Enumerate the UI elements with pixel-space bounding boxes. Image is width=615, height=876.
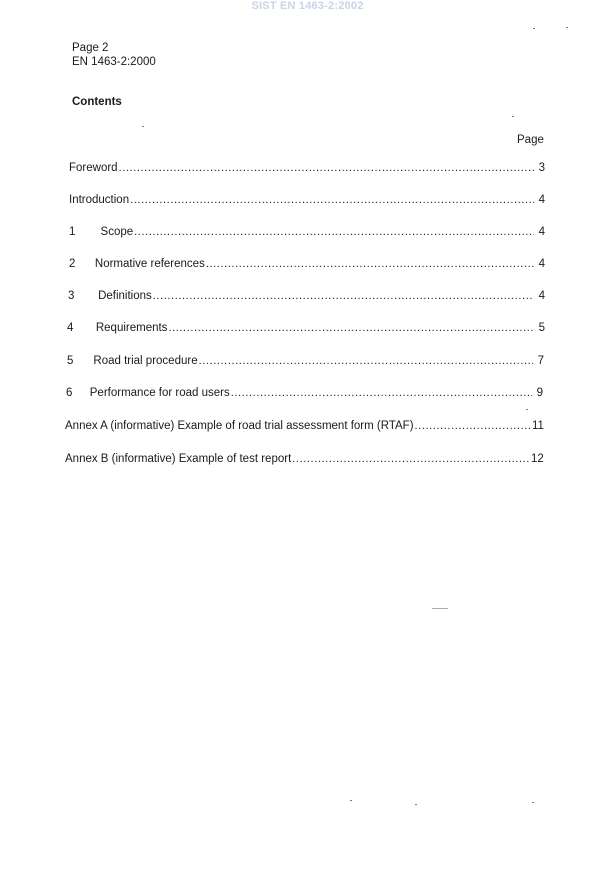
toc-entry-annex-b [65,452,544,466]
toc-leader-dots [168,321,534,335]
toc-entry-title: Normative references [94,258,205,270]
toc-entry-number: 4 [67,322,74,334]
toc-entry-page: 5 [538,322,545,334]
toc-entry-road-trial-procedure [67,354,544,368]
document-id: EN 1463-2:2000 [72,56,156,68]
toc-entry-page: 4 [538,258,545,270]
scan-speck [415,804,417,805]
toc-entry-title: Scope [100,226,134,238]
toc-entry-title: Foreword [69,162,118,174]
toc-leader-dots [231,386,532,400]
toc-leader-dots [199,354,533,368]
scan-speck [566,27,568,28]
scan-speck [350,800,352,801]
toc-leader-dots [415,419,531,433]
toc-entry-number: 5 [67,355,74,367]
page-number-label: Page 2 [72,42,109,54]
toc-entry-number: 1 [69,226,76,238]
toc-entry-number: 2 [69,258,76,270]
toc-entry-page: 7 [537,355,544,367]
scan-speck [432,608,448,609]
watermark: SIST EN 1463-2:2002 [251,0,364,12]
contents-heading: Contents [72,96,122,108]
scan-speck [533,28,535,29]
toc-entry-title: Performance for road users [89,387,230,399]
toc-entry-page: 11 [532,420,544,432]
toc-entry-page: 12 [531,453,544,465]
toc-entry-requirements [67,321,545,335]
page-column-label: Page [517,134,544,146]
scan-speck [526,409,528,410]
toc-entry-foreword [69,161,545,175]
toc-entry-definitions [68,289,545,303]
toc-leader-dots [134,225,534,239]
toc-entry-page: 9 [536,387,543,399]
toc-entry-title: Requirements [95,322,168,334]
scan-speck [142,126,144,127]
toc-entry-title: Road trial procedure [93,355,198,367]
toc-entry-annex-a [65,419,542,433]
scan-speck [532,802,534,803]
toc-leader-dots [206,257,534,271]
toc-entry-title: Annex A (informative) Example of road trial assessment form (RTAF) [65,420,414,432]
toc-entry-title: Introduction [69,194,130,206]
toc-leader-dots [119,161,534,175]
toc-entry-performance-road-users [66,386,543,400]
toc-leader-dots [292,452,530,466]
toc-entry-title: Annex B (informative) Example of test report [65,453,292,465]
toc-entry-page: 4 [538,226,545,238]
toc-leader-dots [130,193,534,207]
toc-entry-normative-references [69,257,545,271]
toc-entry-number: 6 [66,387,73,399]
scan-speck [512,116,514,117]
toc-entry-introduction [69,193,545,207]
toc-entry-number: 3 [68,290,75,302]
toc-entry-page: 4 [538,290,545,302]
toc-entry-scope [69,225,545,239]
toc-entry-page: 4 [538,194,545,206]
toc-leader-dots [153,289,534,303]
toc-entry-title: Definitions [98,290,152,302]
toc-entry-page: 3 [538,162,545,174]
